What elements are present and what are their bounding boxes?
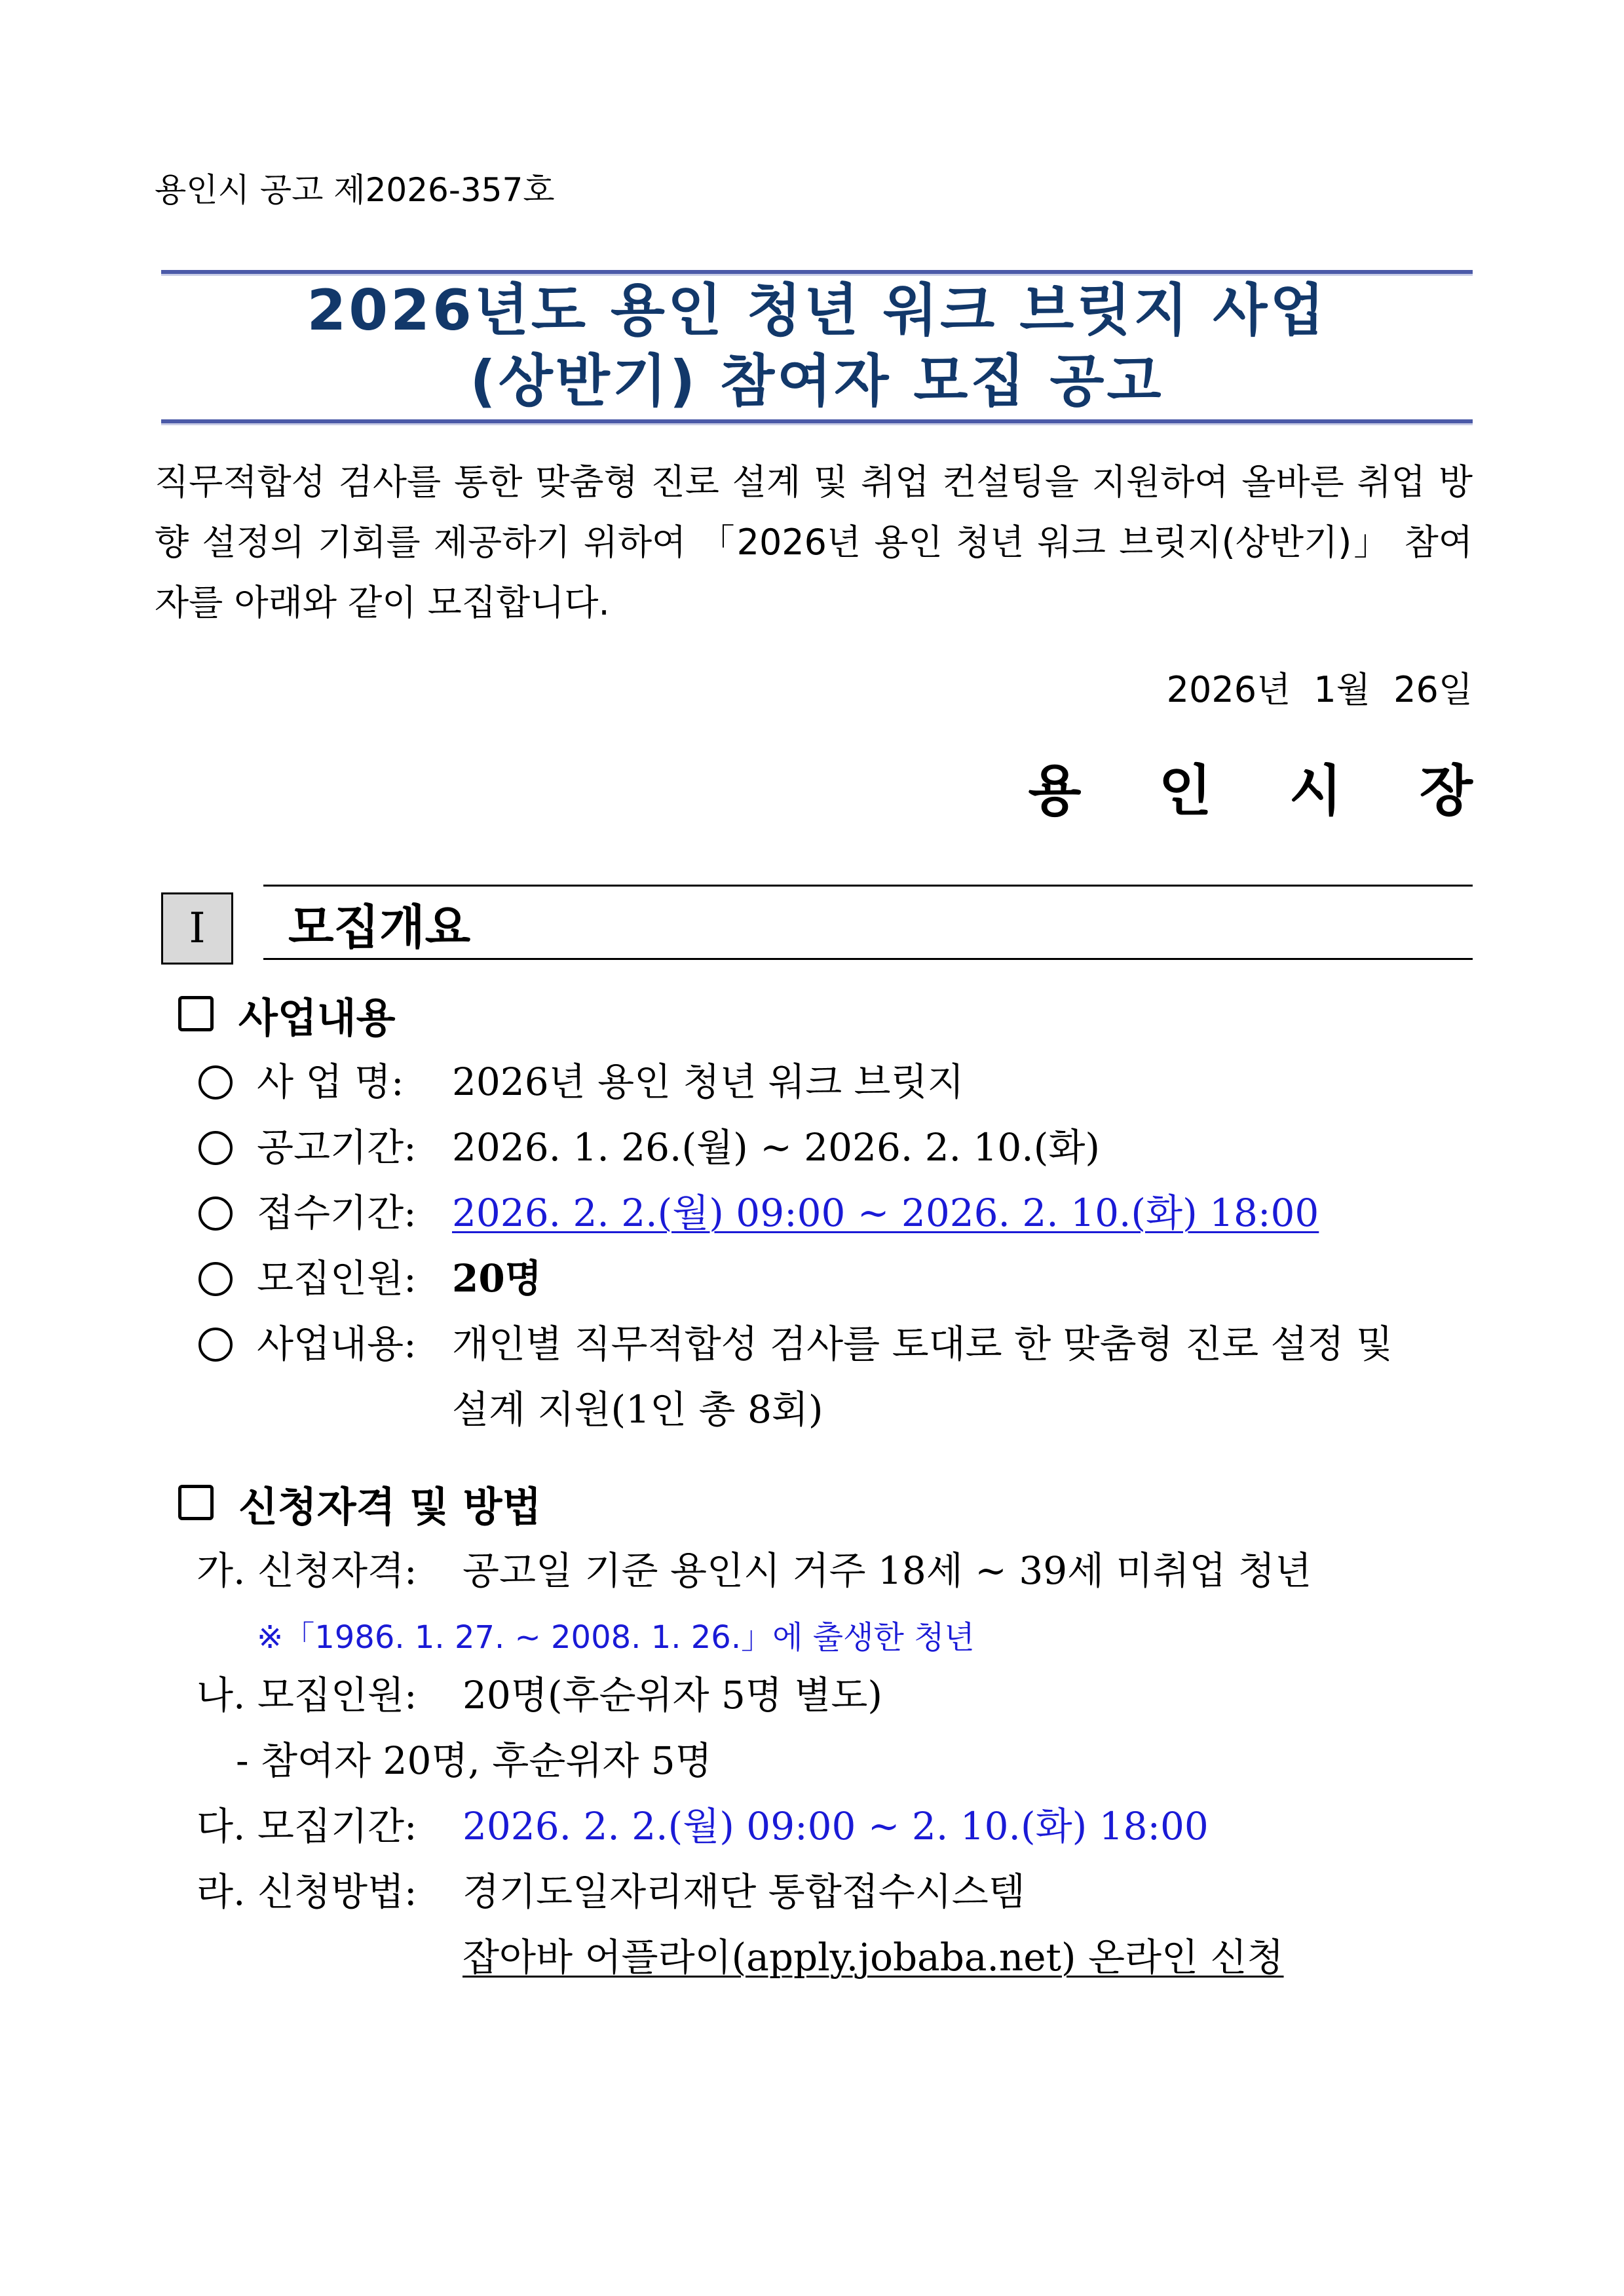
circle-bullet-icon <box>198 1065 233 1100</box>
application-period-label: 다. 모집기간: <box>197 1804 417 1848</box>
application-birth-note: ※「1986. 1. 27. ~ 2008. 1. 26.」에 출생한 청년 <box>257 1619 975 1656</box>
application-eligibility-label: 가. 신청자격: <box>197 1548 417 1593</box>
circle-bullet-icon <box>198 1131 233 1165</box>
notice-date: 2026년 1월 26일 <box>1166 669 1473 710</box>
application-recruit-label: 나. 모집인원: <box>197 1673 417 1717</box>
intro-paragraph: 직무적합성 검사를 통한 맞춤형 진로 설계 및 취업 컨설팅을 지원하여 올바른 취업 방향 설정의 기회를 제공하기 위하여 「2026년 용인 청년 워크 브릿지(상반기)」 참여자를 아래와 같이 모집합니다. <box>155 461 1473 623</box>
section-bottom-rule <box>263 958 1473 960</box>
application-method-value: 경기도일자리재단 통합접수시스템 <box>463 1869 1025 1914</box>
application-heading: 신청자격 및 방법 <box>238 1483 542 1531</box>
title-line-1: 2026년도 용인 청년 워크 브릿지 사업 <box>307 278 1327 343</box>
business-heading: 사업내용 <box>238 994 396 1042</box>
circle-bullet-icon <box>198 1328 233 1362</box>
page-title <box>161 275 1473 417</box>
application-recruit-breakdown: - 참여자 20명, 후순위자 5명 <box>236 1738 712 1783</box>
notice-number: 용인시 공고 제2026-357호 <box>155 171 555 209</box>
business-item-content-label: 사업내용: <box>257 1322 417 1366</box>
section-title: 모집개요 <box>288 900 471 955</box>
business-item-content-value-line2: 설계 지원(1인 총 8회) <box>452 1387 823 1432</box>
title-line-2: (상반기) 참여자 모집 공고 <box>470 349 1164 414</box>
application-eligibility-value: 공고일 기준 용인시 거주 18세 ~ 39세 미취업 청년 <box>463 1548 1312 1593</box>
business-item-name-label: 사 업 명: <box>257 1060 404 1104</box>
circle-bullet-icon <box>198 1196 233 1231</box>
business-item-notice-value: 2026. 1. 26.(월) ~ 2026. 2. 10.(화) <box>452 1125 1101 1170</box>
circle-bullet-icon <box>198 1262 233 1296</box>
section-number-box: Ⅰ <box>161 892 233 965</box>
checkbox-icon <box>178 996 214 1031</box>
title-bottom-rule <box>161 419 1473 425</box>
business-item-name-value: 2026년 용인 청년 워크 브릿지 <box>452 1060 964 1104</box>
business-item-content-value: 개인별 직무적합성 검사를 토대로 한 맞춤형 진로 설정 및 <box>452 1322 1393 1366</box>
business-item-receipt-value: 2026. 2. 2.(월) 09:00 ~ 2026. 2. 10.(화) 18:00 <box>452 1191 1319 1235</box>
application-recruit-value: 20명(후순위자 5명 별도) <box>463 1673 883 1717</box>
issuer-name: 용인시장 <box>1028 759 1550 823</box>
business-item-recruit-value: 20명 <box>452 1256 542 1301</box>
section-top-rule <box>263 885 1473 887</box>
application-method-link[interactable]: 잡아바 어플라이(apply.jobaba.net) 온라인 신청 <box>463 1935 1284 1980</box>
application-period-value: 2026. 2. 2.(월) 09:00 ~ 2. 10.(화) 18:00 <box>463 1804 1209 1848</box>
business-item-notice-label: 공고기간: <box>257 1125 417 1170</box>
business-item-recruit-label: 모집인원: <box>257 1256 417 1301</box>
application-method-label: 라. 신청방법: <box>197 1869 417 1914</box>
checkbox-icon <box>178 1485 214 1520</box>
business-item-receipt-label: 접수기간: <box>257 1191 417 1235</box>
